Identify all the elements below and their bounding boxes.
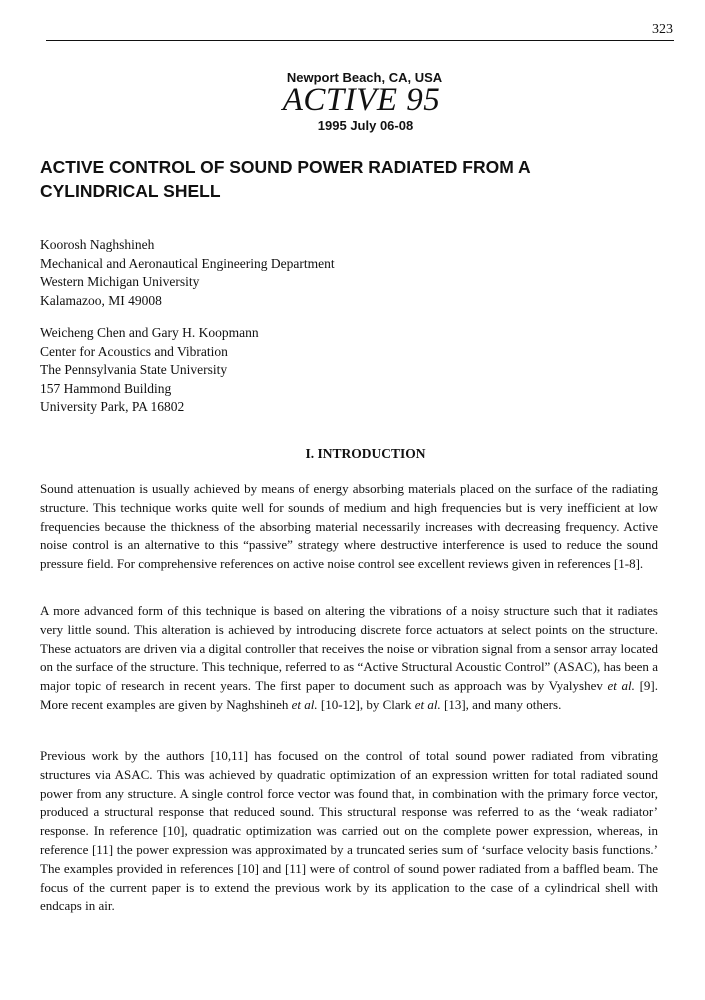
body-paragraph-3: Previous work by the authors [10,11] has focused on the control of total sound power radiated from vibrating structures via ASAC. This was achieved by quadratic optimization of an expression written for total radiated sound power from any structure. A single control force vector was found that, in combination with the primary force vector, produced a structural response that reduced sound. This structural response was referred to as the ‘weak radiator’ response. In reference [10], quadratic optimization was carried out on the complete power expression, whereas, in reference [11] the power expression was approximated by a truncated series sum of ‘surface velocity basis functions.’ The examples provided in references [10] and [11] were of control of sound power radiated from a baffled beam. The focus of the current paper is to extend the previous work by its application to the case of a cylindrical shell with endcaps in air.: [40, 748, 658, 914]
conference-location: Newport Beach, CA, USA: [286, 70, 443, 85]
author-name: Koorosh Naghshineh: [40, 237, 155, 252]
page-number: 323: [652, 22, 673, 37]
paragraph-text: A more advanced form of this technique is based on altering the vibrations of a noisy structure such that it radiates very little sound. This alteration is achieved by introducing discrete force actuators at select points on the structure. These actuators are driven via a digital controller that receives the noise or vibration signal from a sensor array located on the surface of the structure. This technique, referred to as “Active Structural Acoustic Control” (ASAC), has been a major topic of research in recent years. The first paper to document such as approach was by Vyalyshev: [40, 603, 658, 694]
conference-name: ACTIVE 95: [282, 82, 441, 118]
body-paragraph-2: [40, 602, 658, 715]
affiliation-line: The Pennsylvania State University: [40, 362, 228, 377]
author-affiliation-2: [40, 324, 259, 417]
et-al-italic: et al.: [607, 678, 635, 694]
conference-dates: 1995 July 06-08: [317, 118, 414, 133]
section-heading: I. INTRODUCTION: [305, 446, 426, 461]
paper-title-line: ACTIVE CONTROL OF SOUND POWER RADIATED FROM A: [40, 157, 531, 177]
affiliation-line: Western Michigan University: [40, 274, 200, 289]
author-name: Weicheng Chen and Gary H. Koopmann: [40, 325, 259, 340]
affiliation-line: University Park, PA 16802: [40, 399, 185, 414]
affiliation-line: Kalamazoo, MI 49008: [40, 292, 162, 308]
paragraph-text: [10-12], by Clark: [317, 696, 415, 712]
author-affiliation-1: [40, 236, 335, 310]
affiliation-line: Center for Acoustics and Vibration: [40, 343, 228, 359]
header-rule: [46, 40, 674, 41]
affiliation-line: 157 Hammond Building: [40, 380, 172, 396]
paragraph-text: [9]. More recent examples are given by Naghshineh: [40, 678, 658, 712]
paragraph-text: [13], and many others.: [440, 696, 562, 712]
paper-title-line: CYLINDRICAL SHELL: [40, 181, 221, 201]
body-paragraph-1: Sound attenuation is usually achieved by means of energy absorbing materials placed on the surface of the radiating structure. This technique works quite well for sounds of medium and high frequencies but is very inefficient at low frequencies because the thickness of the absorbing material necessarily increases with decreasing frequency. Active noise control is an alternative to this “passive” strategy where destructive interference is used to reduce the sound pressure field. For comprehensive references on active noise control see excellent reviews given in references [1-8].: [40, 481, 658, 572]
affiliation-line: Mechanical and Aeronautical Engineering Department: [40, 255, 335, 271]
paper-title: [40, 155, 640, 203]
et-al-italic: et al.: [291, 696, 318, 712]
et-al-italic: et al.: [414, 696, 441, 712]
